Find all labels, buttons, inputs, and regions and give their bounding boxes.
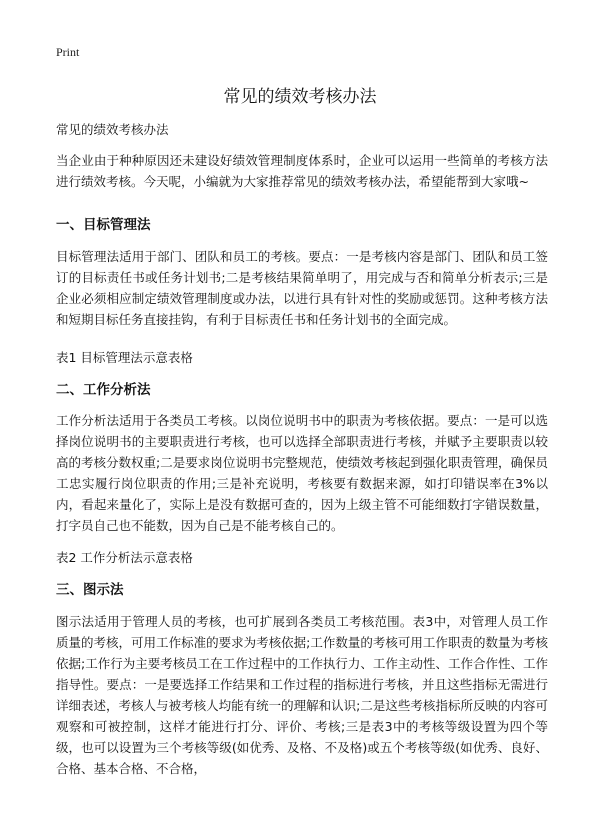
document-subtitle: 常见的绩效考核办法 (56, 122, 169, 137)
section-heading-1: 一、目标管理法 (56, 217, 151, 233)
section-heading-2: 二、工作分析法 (56, 382, 151, 398)
section-body-3: 图示法适用于管理人员的考核，也可扩展到各类员工考核范围。表3中，对管理人员工作质量的考核，可用工作标准的要求为考核依据;工作数量的考核可用工作职责的数量为考核依据;工作行为主要考核员工在工作过程中的工作执行力、工作主动性、工作合作性、工作指导性。要点：一是要选择工作结果和工作过程的指标进行考核，并且这些指标无需进行详细表述，考核人与被考核人均能有统一的理解和认识;二是这些考核指标所反映的内容可观察和可被控制，这样才能进行打分、评价、考核;三是表3中的考核等级设置为四个等级，也可以设置为三个考核等级(如优秀、及格、不及格)或五个考核等级(如优秀、良好、合格、基本合格、不合格， (56, 614, 548, 776)
section-body-1: 目标管理法适用于部门、团队和员工的考核。要点：一是考核内容是部门、团队和员工签订的目标责任书或任务计划书;二是考核结果简单明了，用完成与否和简单分析表示;三是企业必须相应制定绩效管理制度或办法，以进行具有针对性的奖励或惩罚。这种考核方法和短期目标任务直接挂钩，有利于目标责任书和任务计划书的全面完成。 (56, 249, 548, 327)
table-caption-2: 表2 工作分析法示意表格 (56, 550, 193, 565)
table-caption-1: 表1 目标管理法示意表格 (56, 350, 193, 365)
section-body-2: 工作分析法适用于各类员工考核。以岗位说明书中的职责为考核依据。要点：一是可以选择岗位说明书的主要职责进行考核，也可以选择全部职责进行考核，并赋予主要职责以较高的考核分数权重;二是要求岗位说明书完整规范，使绩效考核起到强化职责管理，确保员工忠实履行岗位职责的作用;三是补充说明，考核要有数据来源，如打印错误率在3%以内，看起来量化了，实际上是没有数据可查的，因为上级主管不可能细数打字错误数量，打字员自己也不能数，因为自己是不能考核自己的。 (56, 413, 548, 533)
print-link[interactable]: Print (56, 45, 80, 59)
section-heading-3: 三、图示法 (56, 582, 124, 598)
page-title: 常见的绩效考核办法 (223, 87, 377, 107)
intro-paragraph: 当企业由于种种原因还未建设好绩效管理制度体系时，企业可以运用一些简单的考核方法进行绩效考核。今天呢，小编就为大家推荐常见的绩效考核办法，希望能帮到大家哦~ (56, 153, 548, 189)
